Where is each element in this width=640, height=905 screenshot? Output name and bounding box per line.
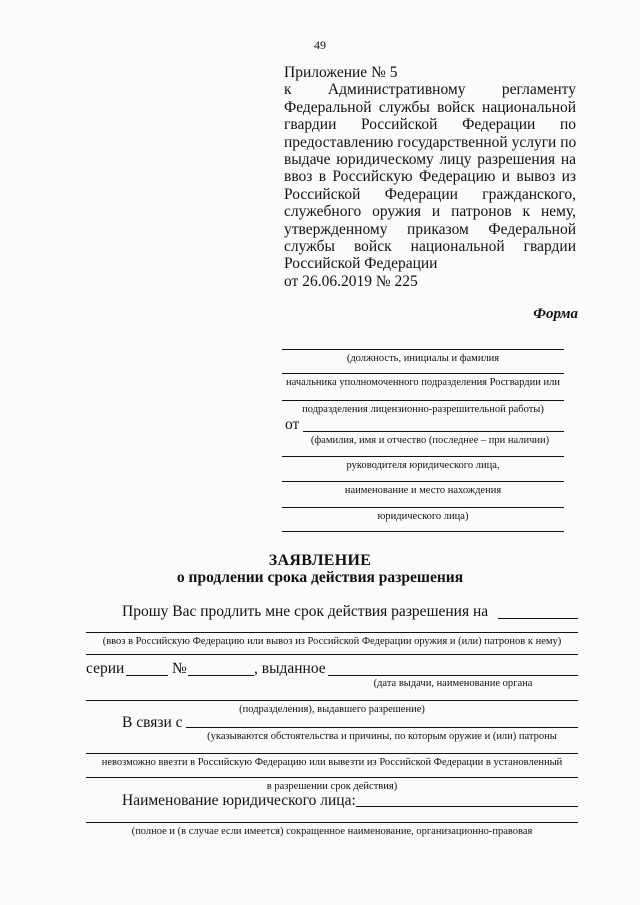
caption-period: в разрешении срок действия) [266,781,398,792]
appendix-line: службы войск национальной гвардии [284,238,576,256]
appendix-line: к Административному регламенту [284,81,576,99]
page-number: 49 [314,38,326,52]
circumstances-continuation-line[interactable] [86,753,578,754]
appendix-line: Российской Федерации [284,255,438,273]
period-line[interactable] [86,777,578,778]
form-label: Форма [533,306,578,322]
appendix-line: ввоз в Российскую Федерацию и вывоз из [284,168,576,186]
issue-date-field[interactable] [328,675,578,676]
caption-legal-entity: юридического лица) [377,511,469,522]
permit-type-continuation-line[interactable] [86,654,578,655]
due-to-label: В связи с [122,714,183,731]
entity-full-name-line[interactable] [86,822,578,823]
appendix-line: Российской Федерации гражданского, [284,185,576,203]
issuing-unit-line[interactable] [86,700,578,701]
series-field[interactable] [126,675,168,676]
circumstances-field[interactable] [186,727,578,728]
manager-line[interactable] [282,456,564,457]
entity-name-field[interactable] [356,806,578,807]
document-title: ЗАЯВЛЕНИЕ [268,552,372,569]
permit-type-short-line[interactable] [498,618,578,619]
name-location-line[interactable] [282,481,564,482]
addressee-head-line[interactable] [282,373,564,374]
permit-type-line[interactable] [86,632,578,633]
appendix-line: Федеральной службы войск национальной [284,98,576,116]
caption-issue-date: (дата выдачи, наименование органа [373,678,533,689]
appendix-block [284,64,576,290]
appendix-line: выдаче юридическому лицу разрешения на [284,151,576,169]
number-field[interactable] [188,675,254,676]
from-label: от [285,416,300,433]
series-label: серии [86,660,125,677]
caption-fio: (фамилия, имя и отчество (последнее – при наличии) [310,435,550,446]
document-subtitle: о продлении срока действия разрешения [176,569,464,586]
caption-manager: руководителя юридического лица, [346,460,500,471]
addressee-unit-line[interactable] [282,400,564,401]
appendix-line: предоставлению государственной услуги по [284,133,577,151]
appendix-line: Приложение № 5 [284,64,398,81]
caption-head: начальника уполномоченного подразделения Росгвардии или [286,377,560,388]
caption-import-export: (ввоз в Российскую Федерацию или вывоз из Российской Федерации оружия и (или) патронов к нему) [102,636,562,647]
caption-impossible: невозможно ввезти в Российскую Федерацию или вывезти из Российской Федерации в установленный [101,757,563,768]
addressee-extra-line[interactable] [282,531,564,532]
caption-name-location: наименование и место нахождения [344,485,502,496]
number-label: № [172,660,187,677]
appendix-line: от 26.06.2019 № 225 [284,272,418,290]
addressee-position-line[interactable] [282,349,564,350]
caption-unit-issued: (подразделения), выдавшего разрешение) [239,704,425,715]
caption-full-name: (полное и (в случае если имеется) сокращенное наименование, организационно-правовая [131,826,533,837]
issued-label: , выданное [254,660,326,677]
request-text: Прошу Вас продлить мне срок действия разрешения на [122,603,489,620]
appendix-line: служебного оружия и патронов к нему, [284,203,576,221]
caption-unit: подразделения лицензионно-разрешительной работы) [302,404,544,415]
applicant-fio-line[interactable] [303,431,564,432]
caption-circumstances: (указываются обстоятельства и причины, по которым оружие и (или) патроны [207,731,557,742]
caption-position: (должность, инициалы и фамилия [346,353,500,364]
appendix-line: гвардии Российской Федерации по [284,116,576,134]
legal-entity-line[interactable] [282,507,564,508]
entity-name-label: Наименование юридического лица: [122,792,356,809]
appendix-line: утвержденному приказом Федеральной [284,220,576,238]
